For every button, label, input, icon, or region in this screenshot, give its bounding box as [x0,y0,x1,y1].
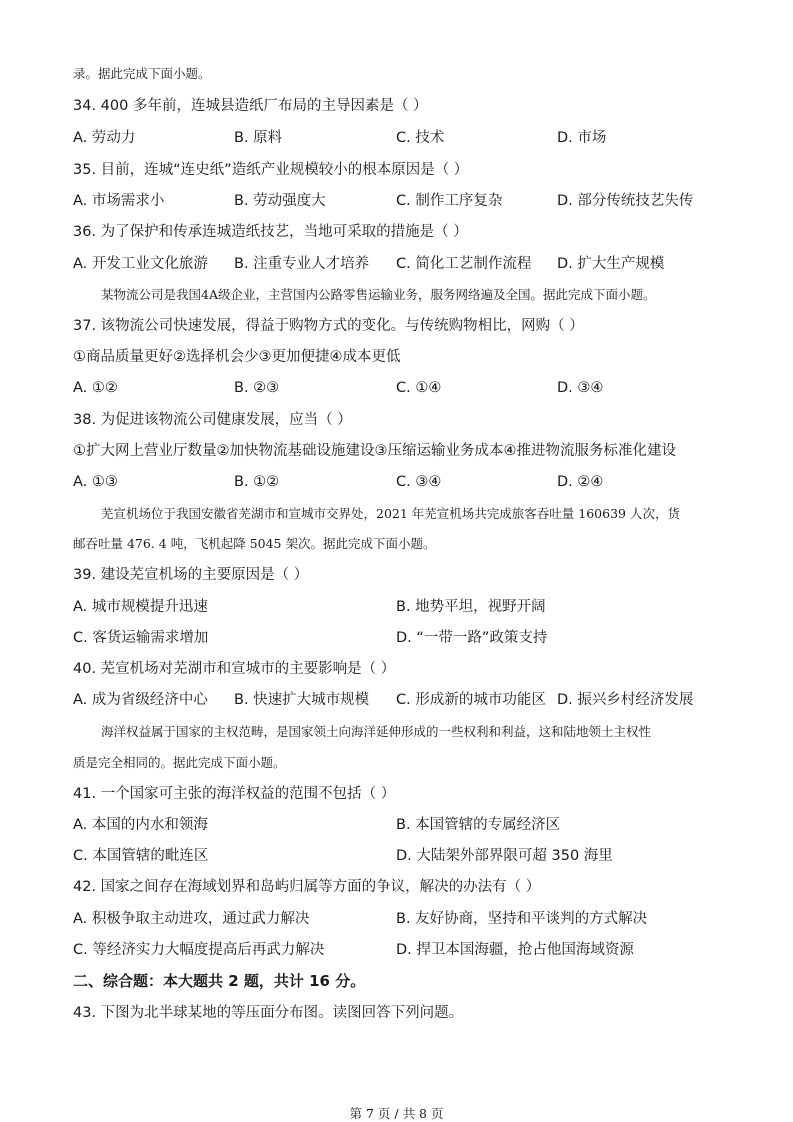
q39-option-b: B. 地势平坦，视野开阔 [396,599,546,615]
q34-option-c: C. 技术 [396,130,445,146]
q39-option-d: D. “一带一路”政策支持 [396,630,548,646]
q42-option-d: D. 捍卫本国海疆，抢占他国海域资源 [396,942,634,958]
passage-ocean-line-1: 海洋权益属于国家的主权范畴，是国家领土向海洋延伸形成的一些权利和利益，这和陆地领土主权性 [101,724,652,739]
q35-option-b: B. 劳动强度大 [234,193,326,209]
passage-ocean-line-2: 质是完全相同的。据此完成下面小题。 [73,755,286,770]
q36-option-b: B. 注重专业人才培养 [234,256,370,272]
q39-option-c: C. 客货运输需求增加 [73,630,209,646]
q41-option-c: C. 本国管辖的毗连区 [73,848,209,864]
q41-option-b: B. 本国管辖的专属经济区 [396,817,561,833]
q38-option-b: B. ①② [234,474,280,490]
q34-option-a: A. 劳动力 [73,130,136,146]
q40-option-b: B. 快速扩大城市规模 [234,692,370,708]
question-38-statements: ①扩大网上营业厅数量②加快物流基础设施建设③压缩运输业务成本④推进物流服务标准化建设 [73,443,676,459]
intro-tail: 录。据此完成下面小题。 [73,66,211,81]
q39-option-a: A. 城市规模提升迅速 [73,599,208,615]
q38-option-d: D. ②④ [557,474,604,490]
q35-option-c: C. 制作工序复杂 [396,193,503,209]
question-41-stem: 41. 一个国家可主张的海洋权益的范围不包括（ ） [73,786,396,802]
q35-option-d: D. 部分传统技艺失传 [557,193,694,209]
q37-option-c: C. ①④ [396,380,442,396]
question-40-stem: 40. 芜宣机场对芜湖市和宣城市的主要影响是（ ） [73,661,396,677]
question-37-stem: 37. 该物流公司快速发展，得益于购物方式的变化。与传统购物相比，网购（ ） [73,318,584,334]
q36-option-a: A. 开发工业文化旅游 [73,256,208,272]
q36-option-d: D. 扩大生产规模 [557,256,665,272]
q36-option-c: C. 简化工艺制作流程 [396,256,532,272]
q42-option-a: A. 积极争取主动进攻，通过武力解决 [73,911,310,927]
q34-option-d: D. 市场 [557,130,607,146]
question-38-stem: 38. 为促进该物流公司健康发展，应当（ ） [73,412,352,428]
q38-option-c: C. ③④ [396,474,442,490]
q37-option-b: B. ②③ [234,380,280,396]
question-37-statements: ①商品质量更好②选择机会少③更加便捷④成本更低 [73,349,401,365]
q35-option-a: A. 市场需求小 [73,193,165,209]
question-43-stem: 43. 下图为北半球某地的等压面分布图。读图回答下列问题。 [73,1005,464,1021]
question-35-stem: 35. 目前，连城“连史纸”造纸产业规模较小的根本原因是（ ） [73,162,469,178]
question-39-stem: 39. 建设芜宣机场的主要原因是（ ） [73,567,309,583]
page-footer: 第 7 页 / 共 8 页 [349,1106,444,1121]
q40-option-d: D. 振兴乡村经济发展 [557,692,694,708]
question-42-stem: 42. 国家之间存在海域划界和岛屿归属等方面的争议，解决的办法有（ ） [73,879,541,895]
q41-option-a: A. 本国的内水和领海 [73,817,208,833]
question-36-stem: 36. 为了保护和传承连城造纸技艺，当地可采取的措施是（ ） [73,224,468,240]
q38-option-a: A. ①③ [73,474,118,490]
q40-option-a: A. 成为省级经济中心 [73,692,208,708]
q37-option-d: D. ③④ [557,380,604,396]
passage-airport-line-2: 邮吞吐量 476. 4 吨，飞机起降 5045 架次。据此完成下面小题。 [73,536,436,551]
question-34-stem: 34. 400 多年前，连城县造纸厂布局的主导因素是（ ） [73,98,428,114]
q41-option-d: D. 大陆架外部界限可超 350 海里 [396,848,613,864]
passage-airport-line-1: 芜宣机场位于我国安徽省芜湖市和宣城市交界处，2021 年芜宣机场共完成旅客吞吐量 160639 人次，货 [101,506,680,521]
passage-logistics: 某物流公司是我国4A级企业，主营国内公路零售运输业务，服务网络遍及全国。据此完成下面小题。 [101,287,656,302]
q42-option-c: C. 等经济实力大幅度提高后再武力解决 [73,942,325,958]
q37-option-a: A. ①② [73,380,118,396]
q40-option-c: C. 形成新的城市功能区 [396,692,546,708]
section-title: 二、综合题：本大题共 2 题，共计 16 分。 [73,972,366,990]
q42-option-b: B. 友好协商，坚持和平谈判的方式解决 [396,911,648,927]
q34-option-b: B. 原料 [234,130,283,146]
